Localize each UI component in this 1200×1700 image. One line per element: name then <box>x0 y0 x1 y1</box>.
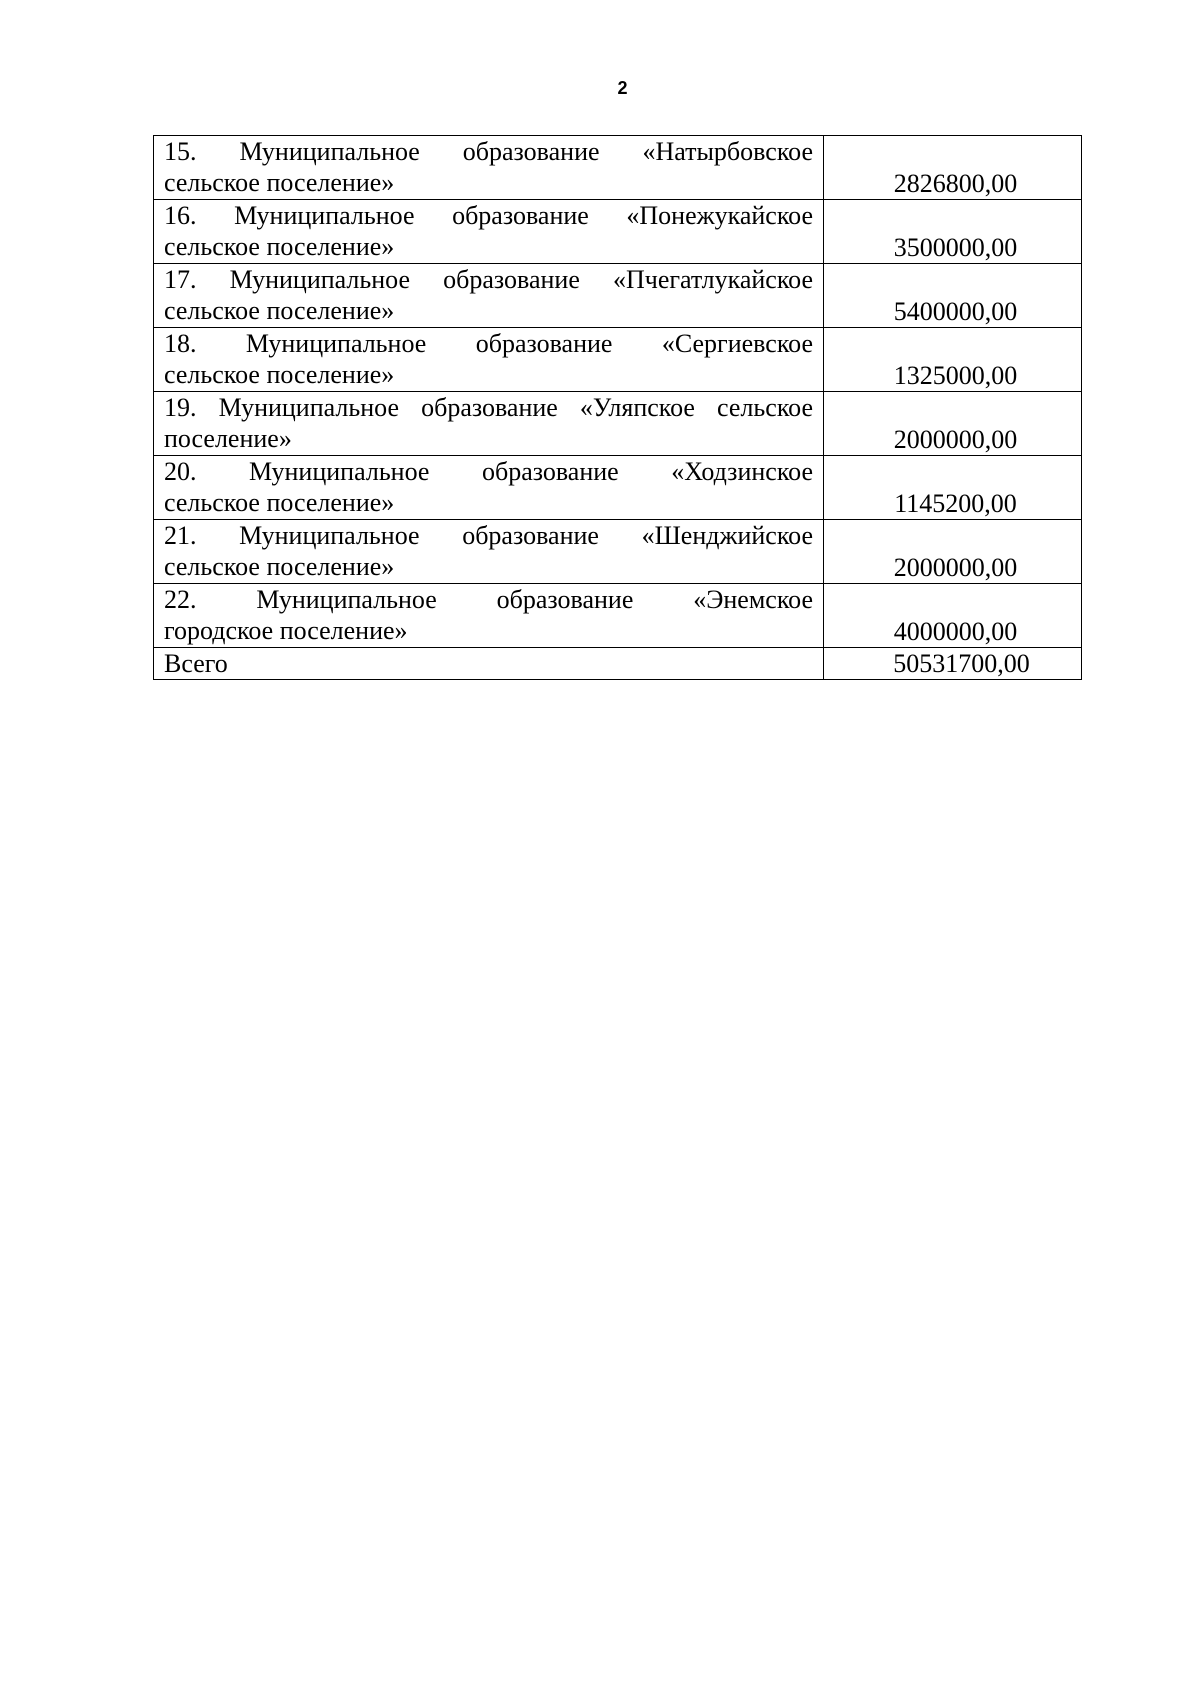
municipality-name-line1: 20. Муниципальное образование «Ходзинское <box>164 457 813 486</box>
amount-cell <box>824 584 1082 648</box>
amount-value: 4000000,00 <box>893 617 1018 646</box>
total-amount-cell <box>824 648 1082 680</box>
municipality-name-cell <box>154 392 824 456</box>
table-row <box>154 584 1082 648</box>
municipality-name-line2: городское поселение» <box>164 616 408 645</box>
total-label-cell <box>154 648 824 680</box>
municipality-name-line1: 18. Муниципальное образование «Сергиевское <box>164 329 813 358</box>
table-row <box>154 456 1082 520</box>
municipality-name-line1: 17. Муниципальное образование «Пчегатлукайское <box>164 265 813 294</box>
table-row <box>154 520 1082 584</box>
amount-cell <box>824 200 1082 264</box>
amount-value: 2000000,00 <box>893 425 1018 454</box>
amount-value: 2000000,00 <box>893 553 1018 582</box>
municipality-name-cell <box>154 520 824 584</box>
municipality-name-line1: 21. Муниципальное образование «Шенджийское <box>164 521 813 550</box>
municipality-name-cell <box>154 584 824 648</box>
total-amount: 50531700,00 <box>893 649 1030 678</box>
amount-cell <box>824 328 1082 392</box>
total-row <box>154 648 1082 680</box>
municipality-name-line2: сельское поселение» <box>164 168 395 197</box>
amount-value: 1145200,00 <box>894 489 1017 518</box>
municipality-name-line2: сельское поселение» <box>164 296 395 325</box>
municipality-name-cell <box>154 456 824 520</box>
total-label: Всего <box>164 649 228 678</box>
municipality-name-line1: 16. Муниципальное образование «Понежукайское <box>164 201 813 230</box>
table-row <box>154 136 1082 200</box>
table-row <box>154 264 1082 328</box>
municipality-name-line2: сельское поселение» <box>164 552 395 581</box>
municipality-name-line1: 22. Муниципальное образование «Энемское <box>164 585 813 614</box>
amount-cell <box>824 456 1082 520</box>
municipality-name-line2: сельское поселение» <box>164 360 395 389</box>
municipality-name-cell <box>154 136 824 200</box>
table-row <box>154 392 1082 456</box>
municipality-name-line2: сельское поселение» <box>164 488 395 517</box>
amount-cell <box>824 136 1082 200</box>
table-row <box>154 200 1082 264</box>
amount-value: 2826800,00 <box>893 169 1018 198</box>
table-row <box>154 328 1082 392</box>
allocation-table <box>153 135 1082 680</box>
municipality-name-line1: 15. Муниципальное образование «Натырбовское <box>164 137 813 166</box>
municipality-name-line2: сельское поселение» <box>164 232 395 261</box>
municipality-name-cell <box>154 328 824 392</box>
amount-cell <box>824 264 1082 328</box>
amount-value: 5400000,00 <box>893 297 1018 326</box>
municipality-name-line2: поселение» <box>164 424 292 453</box>
amount-cell <box>824 392 1082 456</box>
amount-cell <box>824 520 1082 584</box>
page-number: 2 <box>617 78 628 98</box>
municipality-name-line1: 19. Муниципальное образование «Уляпское сельское <box>164 393 813 422</box>
municipality-name-cell <box>154 264 824 328</box>
amount-value: 3500000,00 <box>893 233 1018 262</box>
municipality-name-cell <box>154 200 824 264</box>
amount-value: 1325000,00 <box>893 361 1018 390</box>
